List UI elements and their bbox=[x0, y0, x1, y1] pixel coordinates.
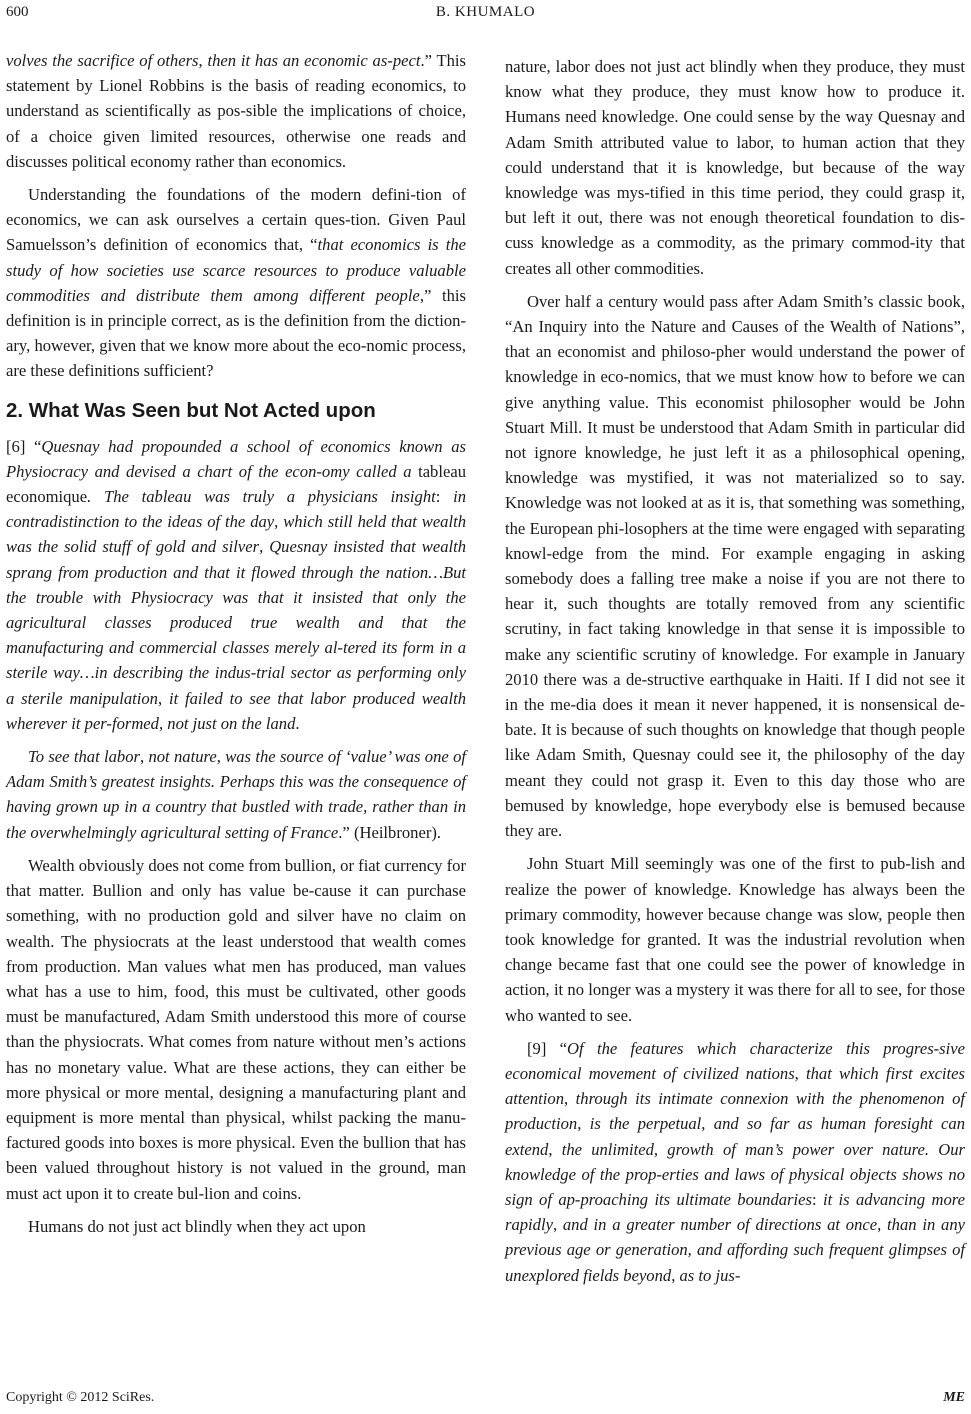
journal-abbreviation: ME bbox=[943, 1390, 965, 1405]
quote-paragraph: [9] “Of the features which characterize this progres-sive economical movement of civilized nations, that which first excites attention, through its intimate connexion with the phenomenon of production, is the perpetual, and so far as human foresight can extend, the unlimited, growth of man’s power over nature. Our knowledge of the prop-erties and laws of physical objects shows no sign of ap-proaching its ultimate boundaries: it is advancing more rapidly, and in a greater number of directions at once, than in any previous age or generation, and affording such frequent glimpses of unexplored fields beyond, as to jus- bbox=[505, 1038, 966, 1285]
paragraph: Understanding the foundations of the modern defini-tion of economics, we can ask ourselves a certain ques-tion. Given Paul Samuelsson’s definition of economics that, “that economics is the study of how societies use scarce resources to produce valuable commodities and distribute them among different people,” this definition is in principle correct, as is the definition from the diction-ary, however, given that we know more about the eco-nomic process, are these definitions sufficient? bbox=[6, 185, 467, 381]
running-title: B. KHUMALO bbox=[435, 4, 536, 20]
copyright-notice: Copyright © 2012 SciRes. bbox=[6, 1390, 155, 1405]
paragraph: Over half a century would pass after Adam Smith’s classic book, “An Inquiry into the Nature and Causes of the Wealth of Nations”, that an economist and philoso-pher would understand the power of knowledge in eco-nomics, that we must know how to before we can give anything value. This economist philosopher would be John Stuart Mill. It must be understood that Adam Smith in particular did not ignore knowledge, he just left it as a philosophical opening, knowledge was mystified, it was not materialized so to say. Knowledge was not looked at as it is, that something was something, the European phi-losophers at the time were engaged with separating knowl-edge from the mind. For example engaging in asking somebody does a falling tree make a noise if you are not there to hear it, such thoughts are totally removed from any scientific scrutiny, in fact taking knowledge in that sense it is impossible to make any scientific scrutiny of knowledge. For example in January 2010 there was a de-structive earthquake in Haiti. If I did not see it in the me-dia does it mean it never happened, it is nonsensical de-bate. It is because of such thoughts on knowledge that though people like Adam Smith, Quesnay could see it, the philosophy of the day meant they could not grasp it. Even to this day those who are bemused by knowledge, hope everybody else is bemused because they are. bbox=[505, 291, 965, 841]
paragraph: volves the sacrifice of others, then it has an economic as-pect.” This statement by Lionel Robbins is the basis of reading economics, to understand as scientifically as pos-sible the implications of choice, of a choice given limited resources, otherwise one reads and discusses political economy rather than economics. bbox=[6, 51, 466, 171]
left-column bbox=[6, 48, 466, 1247]
paragraph: Wealth obviously does not come from bullion, or fiat currency for that matter. Bullion and only has value be-cause it can purchase something, with no production gold and silver have no claim on wealth. The physiocrats at the least understood that wealth comes from production. Man values what men has produced, man values what has a use to him, food, this must be cultivated, other goods must be manufactured, Adam Smith understood this more of course than the physiocrats. What comes from nature without men’s actions has no monetary value. What are these actions, they can either be more physical or more mental, designing a manufacturing plant and equipment is more mental than physical, whilst packing the manu-factured goods into boxes is more physical. Even the bullion that has been valued throughout history is not valued in the ground, man must act upon it to create bul-lion and coins. bbox=[6, 855, 466, 1203]
quote-paragraph: To see that labor, not nature, was the source of ‘value’ was one of Adam Smith’s greatest insights. Perhaps this was the consequence of having grown up in a country that bustled with trade, rather than in the overwhelmingly agricultural setting of France.” (Heilbroner). bbox=[6, 747, 466, 842]
right-column bbox=[505, 54, 965, 1296]
paragraph: nature, labor does not just act blindly when they produce, they must know what they produce, they must know how to produce it. Humans need knowledge. One could sense by the way Quesnay and Adam Smith attributed value to labor, to human action that they could understand that it is knowledge, but because of the way knowledge was mys-tified in this time period, they could grasp it, but left it out, there was not enough theoretical foundation to dis-cuss knowledge as a commodity, as the primary commod-ity that creates all other commodities. bbox=[505, 57, 965, 278]
page-header bbox=[6, 4, 965, 26]
paragraph: John Stuart Mill seemingly was one of the first to pub-lish and realize the power of knowledge. Knowledge has always been the primary commodity, however because change was slow, people then took knowledge for granted. It was the industrial revolution when change became fast that one could see the power of knowledge in action, it no longer was a mystery it was there for all to see, for those who wanted to see. bbox=[505, 854, 965, 1025]
page-number: 600 bbox=[6, 4, 29, 20]
quote-paragraph: [6] “Quesnay had propounded a school of economics known as Physiocracy and devised a chart of the econ-omy called a tableau economique. The tableau was truly a physicians insight: in contradistinction to the ideas of the day, which still held that wealth was the solid stuff of gold and silver, Quesnay insisted that wealth sprang from production and that it flowed through the nation…But the trouble with Physiocracy was that it insisted that only the agricultural classes produced true wealth and that the manufacturing and commercial classes merely al-tered its form in a sterile way…in describing the indus-trial sector as performing only a sterile manipulation, it failed to see that labor produced wealth wherever it per-formed, not just on the land. bbox=[6, 436, 467, 733]
section-heading: 2. What Was Seen but Not Acted upon bbox=[6, 398, 376, 422]
page-footer bbox=[6, 1390, 965, 1412]
paragraph: Humans do not just act blindly when they act upon bbox=[28, 1216, 366, 1236]
